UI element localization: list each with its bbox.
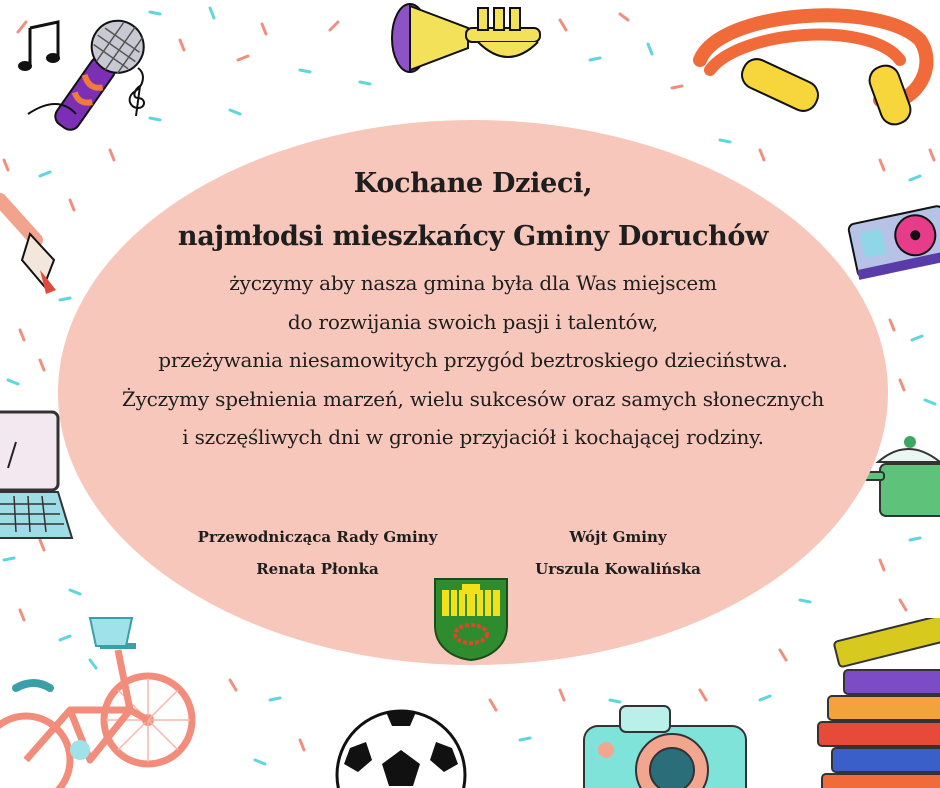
greeting-line: do rozwijania swoich pasji i talentów,	[287, 309, 659, 334]
coat-of-arms-icon	[432, 576, 510, 662]
jump-rope-icon	[680, 0, 940, 150]
signature-name: Renata Płonka	[256, 560, 379, 578]
books-icon	[808, 618, 940, 788]
greeting-line: życzymy aby nasza gmina była dla Was miejscem	[229, 271, 717, 295]
bicycle-icon	[0, 610, 200, 788]
signature-role: Przewodnicząca Rady Gminy	[197, 528, 438, 546]
greeting-title: Kochane Dzieci,	[353, 168, 593, 199]
signature-council-chair	[170, 521, 465, 585]
signature-role: Wójt Gminy	[569, 528, 667, 546]
greeting-line: Życzymy spełnienia marzeń, wielu sukcesów oraz samych słonecznych	[121, 386, 825, 411]
signature-mayor	[508, 521, 728, 585]
greeting-text	[58, 160, 888, 457]
greeting-body	[58, 264, 888, 457]
music-note-icon	[14, 20, 64, 80]
signature-name: Urszula Kowalińska	[535, 560, 701, 578]
trumpet-icon	[378, 0, 558, 80]
treble-clef-icon	[122, 62, 154, 120]
camera-icon	[580, 696, 750, 788]
greeting-line: i szczęśliwych dni w gronie przyjaciół i kochającej rodziny.	[182, 425, 764, 449]
greeting-subtitle: najmłodsi mieszkańcy Gminy Doruchów	[177, 221, 769, 252]
greeting-line: przeżywania niesamowitych przygód beztroskiego dzieciństwa.	[158, 348, 788, 372]
soccer-ball-icon	[332, 706, 470, 788]
